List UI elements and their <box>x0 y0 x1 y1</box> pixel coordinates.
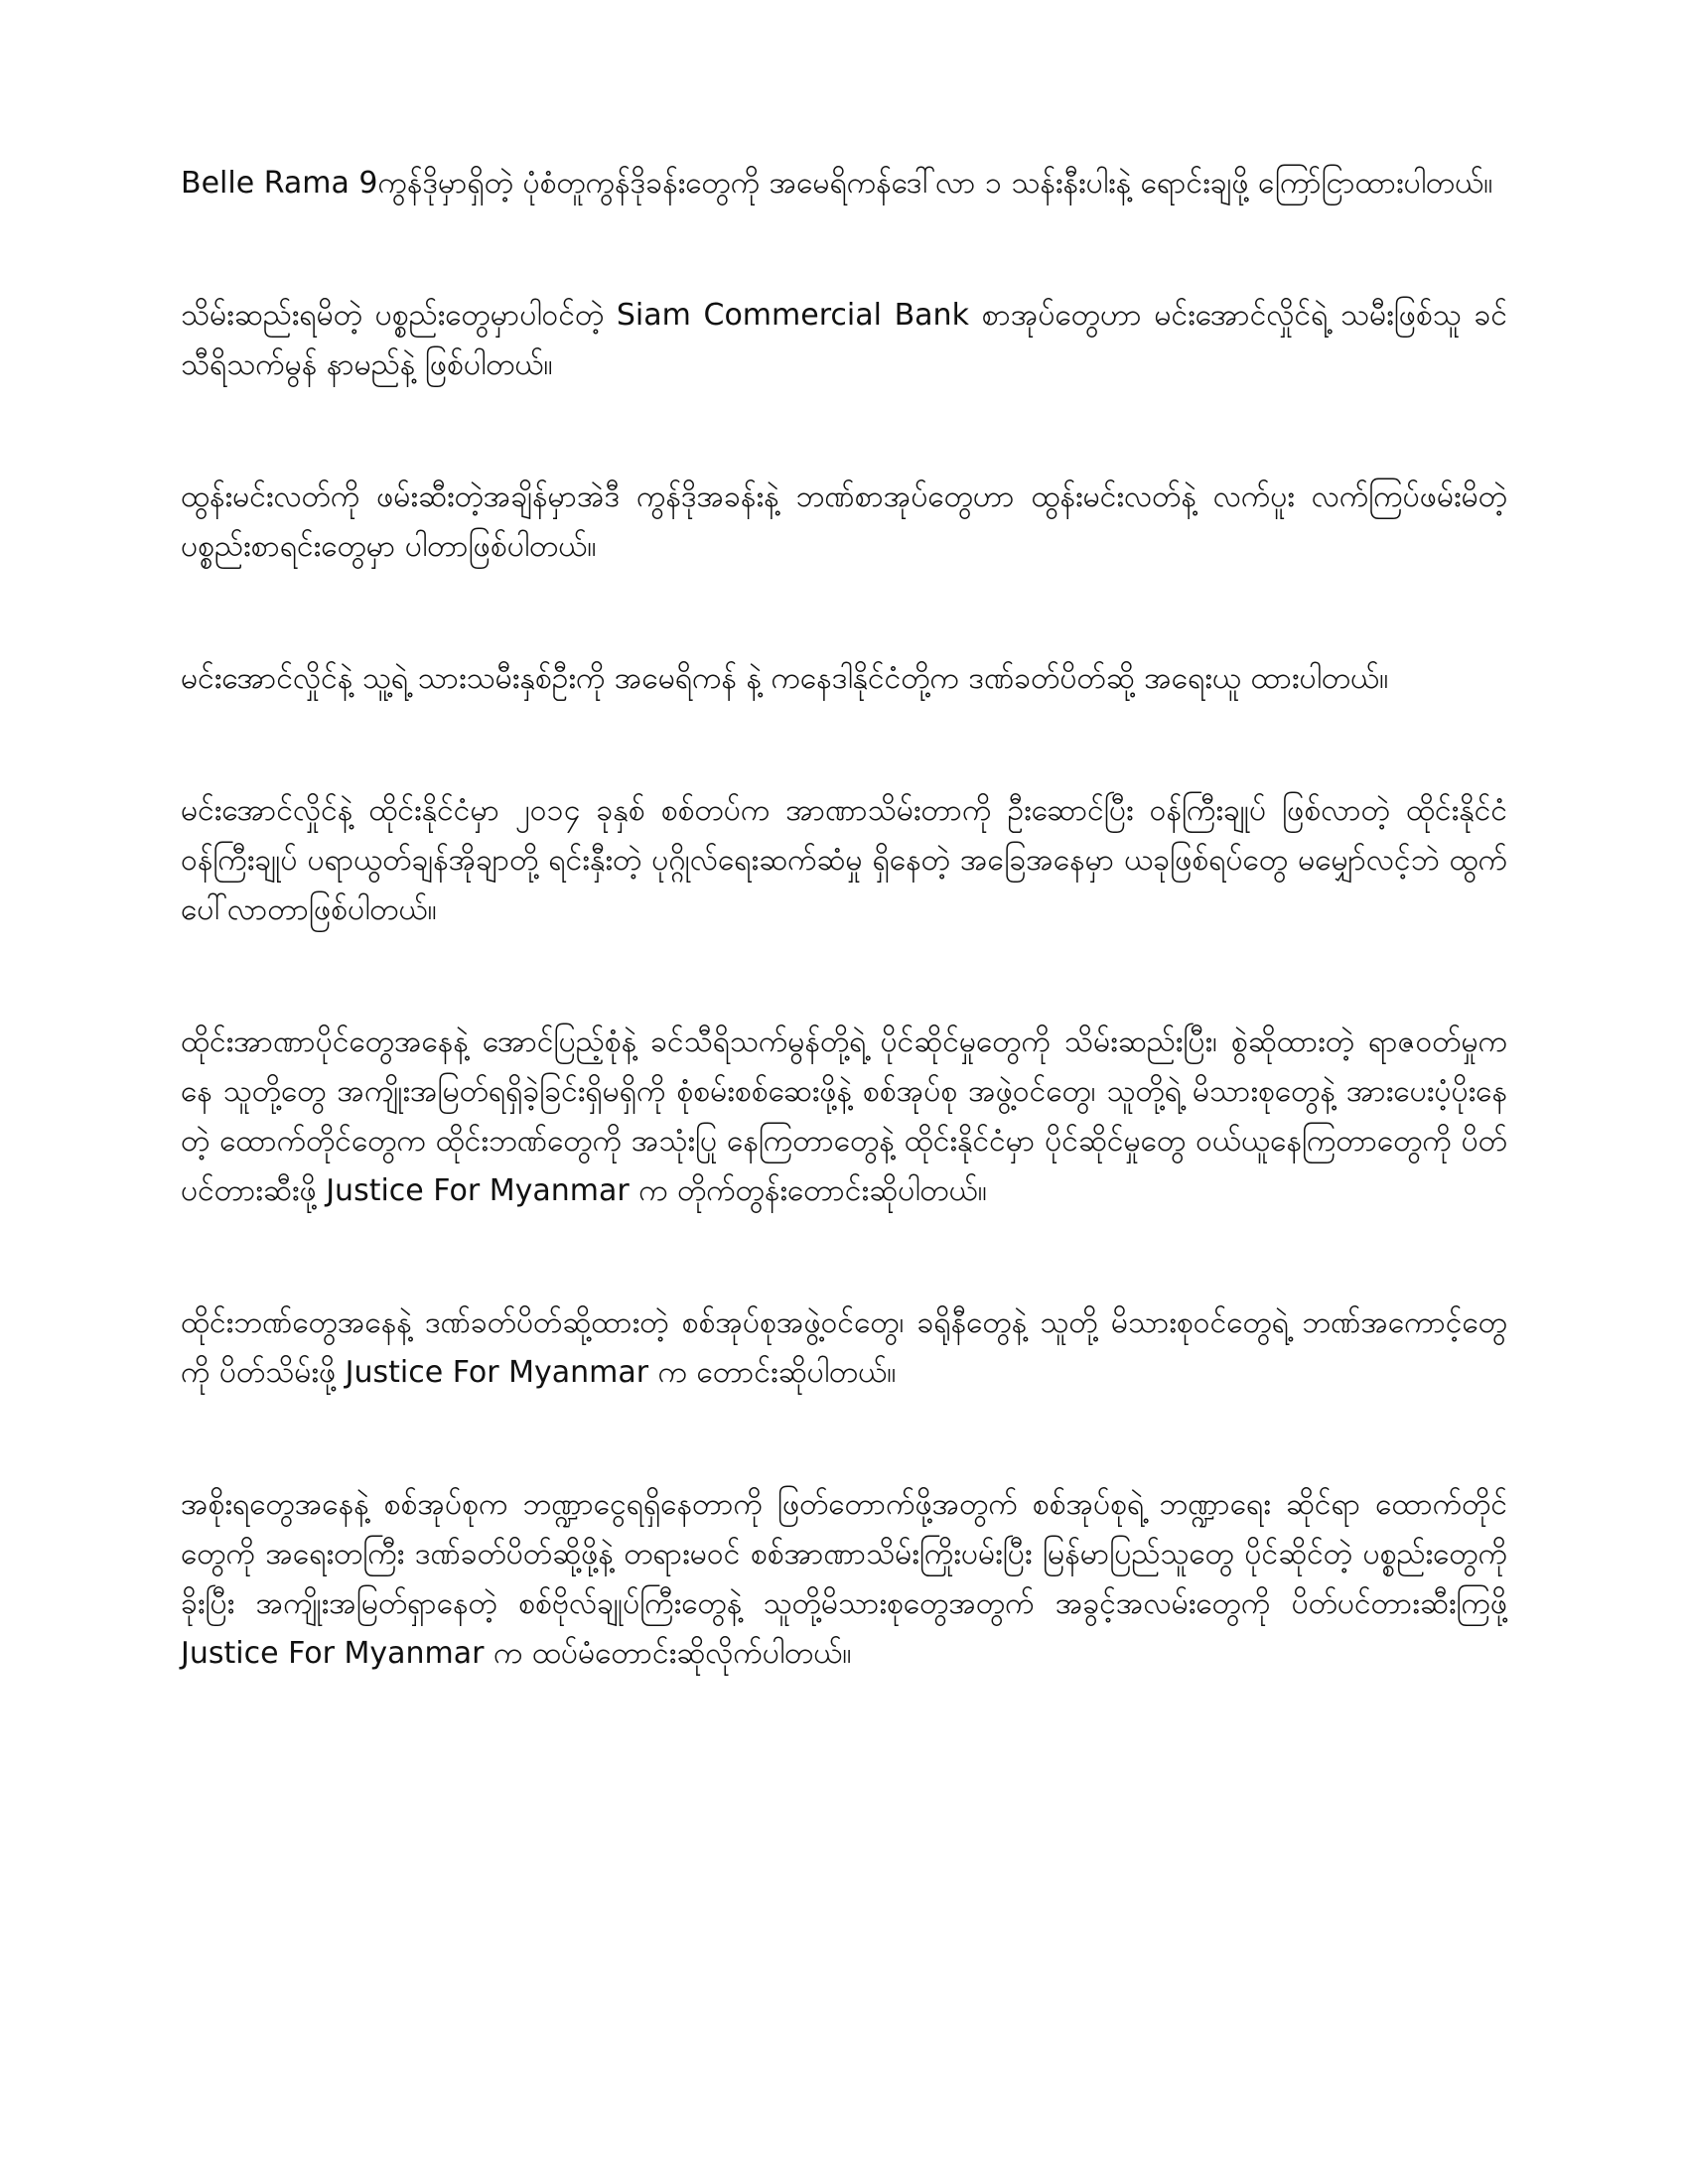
paragraph: မင်းအောင်လှိုင်နဲ့ သူ့ရဲ့ သားသမီးနှစ်ဦးကို အမေရိကန် နဲ့ ကနေဒါနိုင်ငံတို့က ဒဏ်ခတ်ပိတ်ဆို့ အရေးယူ ထားပါတယ်။ <box>181 661 1389 696</box>
paragraph: မင်းအောင်လှိုင်နဲ့ ထိုင်းနိုင်ငံမှာ ၂၀၁၄ ခုနှစ် စစ်တပ်က အာဏာသိမ်းတာကို ဦးဆောင်ပြီး ဝန်ကြီးချုပ် ဖြစ်လာတဲ့ ထိုင်းနိုင်ငံဝန်ကြီးချုပ် ပရာယွတ်ချန်အိုချာတို့ ရင်းနှီးတဲ့ ပုဂ္ဂိုလ်ရေးဆက်ဆံမှု ရှိနေတဲ့ အခြေအနေမှာ ယခုဖြစ်ရပ်တွေ မမျှော်လင့်ဘဲ ထွက်ပေါ်လာတာဖြစ်ပါတယ်။ <box>181 793 1507 927</box>
paragraph: ထိုင်းဘဏ်တွေအနေနဲ့ ဒဏ်ခတ်ပိတ်ဆို့ထားတဲ့ စစ်အုပ်စုအဖွဲ့ဝင်တွေ၊ ခရိုနီတွေနဲ့ သူတို့ မိသားစုဝင်တွေရဲ့ ဘဏ်အကောင့်တွေကို ပိတ်သိမ်းဖို့ Justice For Myanmar က တောင်းဆိုပါတယ်။ <box>181 1305 1507 1390</box>
paragraph: ထွန်းမင်းလတ်ကို ဖမ်းဆီးတဲ့အချိန်မှာအဲဒီ ကွန်ဒိုအခန်းနဲ့ ဘဏ်စာအုပ်တွေဟာ ထွန်းမင်းလတ်နဲ့ လက်ပူး လက်ကြပ်ဖမ်းမိတဲ့ ပစ္စည်းစာရင်းတွေမှာ ပါတာဖြစ်ပါတယ်။ <box>181 479 1507 564</box>
paragraph: သိမ်းဆည်းရမိတဲ့ ပစ္စည်းတွေမှာပါဝင်တဲ့ Siam Commercial Bank စာအုပ်တွေဟာ မင်းအောင်လှိုင်ရဲ့ သမီးဖြစ်သူ ခင်သီရိသက်မွန် နာမည်နဲ့ ဖြစ်ပါတယ်။ <box>181 298 1507 382</box>
document-body <box>181 159 1507 1679</box>
paragraph: အစိုးရတွေအနေနဲ့ စစ်အုပ်စုက ဘဏ္ဍာငွေရရှိနေတာကို ဖြတ်တောက်ဖို့အတွက် စစ်အုပ်စုရဲ့ ဘဏ္ဍာရေး ဆိုင်ရာ ထောက်တိုင်တွေကို အရေးတကြီး ဒဏ်ခတ်ပိတ်ဆို့ဖို့နဲ့ တရားမဝင် စစ်အာဏာသိမ်းကြိုးပမ်းပြီး မြန်မာပြည်သူတွေ ပိုင်ဆိုင်တဲ့ ပစ္စည်းတွေကို ခိုးပြီး အကျိုးအမြတ်ရှာနေတဲ့ စစ်ဗိုလ်ချုပ်ကြီးတွေနဲ့ သူတို့မိသားစုတွေအတွက် အခွင့်အလမ်းတွေကို ပိတ်ပင်တားဆီးကြဖို့ Justice For Myanmar က ထပ်မံတောင်းဆိုလိုက်ပါတယ်။ <box>181 1487 1507 1671</box>
paragraph: Belle Rama 9ကွန်ဒိုမှာရှိတဲ့ ပုံစံတူကွန်ဒိုခန်းတွေကို အမေရိကန်ဒေါ်လာ ၁ သန်းနီးပါးနဲ့ ရောင်းချဖို့ ကြော်ငြာထားပါတယ်။ <box>181 166 1493 201</box>
paragraph: ထိုင်းအာဏာပိုင်တွေအနေနဲ့ အောင်ပြည့်စုံနဲ့ ခင်သီရိသက်မွန်တို့ရဲ့ ပိုင်ဆိုင်မှုတွေကို သိမ်းဆည်းပြီး၊ စွဲဆိုထားတဲ့ ရာဇဝတ်မှုကနေ သူတို့တွေ အကျိုးအမြတ်ရရှိခဲ့ခြင်းရှိမရှိကို စုံစမ်းစစ်ဆေးဖို့နဲ့ စစ်အုပ်စု အဖွဲ့ဝင်တွေ၊ သူတို့ရဲ့ မိသားစုတွေနဲ့ အားပေးပံ့ပိုးနေတဲ့ ထောက်တိုင်တွေက ထိုင်းဘဏ်တွေကို အသုံးပြု နေကြတာတွေနဲ့ ထိုင်းနိုင်ငံမှာ ပိုင်ဆိုင်မှုတွေ ဝယ်ယူနေကြတာတွေကို ပိတ်ပင်တားဆီးဖို့ Justice For Myanmar က တိုက်တွန်းတောင်းဆိုပါတယ်။ <box>181 1024 1507 1208</box>
